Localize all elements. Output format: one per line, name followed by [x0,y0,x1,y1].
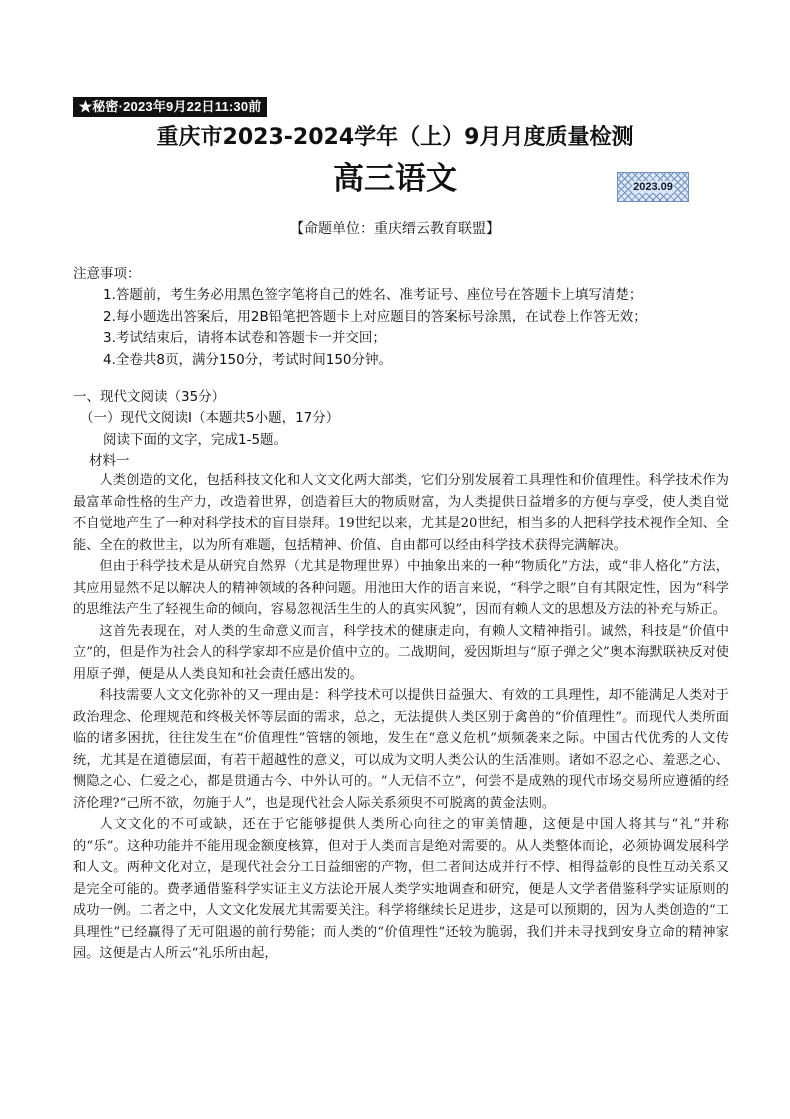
exam-title: 重庆市2023-2024学年（上）9月月度质量检测 [156,125,634,150]
section-title: 一、现代文阅读（35分） [73,389,226,405]
article-paragraph: 人文文化的不可或缺，还在于它能够提供人类所心向往之的审美情趣，这便是中国人将其与“礼”并称的“乐”。这种功能并不能用现金额度核算，但对于人类而言是绝对需要的。从人类整体而论，必须协调发展科学和人文。两种文化对立，是现代社会分工日益细密的产物，但二者间达成并行不悖、相得益彰的良性互动关系又是完全可能的。费孝通借鉴科学实证主义方法论开展人类学实地调查和研究，便是人文学者借鉴科学实证原则的成功一例。二者之中，人文文化发展尤其需要关注。科学将继续长足进步，这是可以预期的，因为人类创造的“工具理性”已经赢得了无可阻遏的前行势能；而人类的“价值理性”还较为脆弱，我们并未寻找到安身立命的精神家园。这便是古人所云“礼乐所由起， [73,817,729,961]
note-item: 3.考试结束后，请将本试卷和答题卡一并交回； [103,330,386,346]
notes-heading: 注意事项： [73,266,141,282]
article-paragraph: 人类创造的文化，包括科技文化和人文文化两大部类，它们分别发展着工具理性和价值理性。科学技术作为最富革命性格的生产力，改造着世界，创造着巨大的物质财富，为人类提供日益增多的方便与享受，使人类自觉不自觉地产生了一种对科学技术的盲目崇拜。19世纪以来，尤其是20世纪，相当多的人把科学技术视作全知、全能、全在的救世主，以为所有难题，包括精神、价值、自由都可以经由科学技术获得完满解决。 [73,473,729,553]
notes-list [73,285,733,371]
note-item: 4.全卷共8页，满分150分，考试时间150分钟。 [103,351,393,368]
confidential-badge: ★秘密·2023年9月22日11:30前 [73,97,267,117]
subject-title: 高三语文 [333,161,457,197]
issuer-line: 【命题单位：重庆缙云教育联盟】 [290,221,500,237]
subsection-title: （一）现代文阅读Ⅰ（本题共5小题，17分） [80,410,340,426]
date-stamp-text: 2023.09 [633,181,673,193]
article-paragraph: 但由于科学技术是从研究自然界（尤其是物理世界）中抽象出来的一种“物质化”方法，或“非人格化”方法，其应用显然不足以解决人的精神领域的各种问题。用池田大作的语言来说，“科学之眼”自有其限定性，因为“科学的思维法产生了轻视生命的倾向，容易忽视活生生的人的真实风貌”，因而有赖人文的思想及方法的补充与矫正。 [73,559,729,617]
article-body [73,470,729,965]
note-item: 1.答题前，考生务必用黑色签字笔将自己的姓名、准考证号、座位号在答题卡上填写清楚； [103,287,643,303]
notes-block [73,263,733,371]
article-paragraph: 科技需要人文文化弥补的又一理由是：科学技术可以提供日益强大、有效的工具理性，却不能满足人类对于政治理念、伦理规范和终极关怀等层面的需求，总之，无法提供人类区别于禽兽的“价值理性”。而现代人类所面临的诸多困扰，往往发生在“价值理性”管辖的领地，发生在“意义危机”烦频袭来之际。中国古代优秀的人文传统，尤其是在道德层面，有若干超越性的意义，可以成为文明人类公认的生活准则。诸如不忍之心、羞恶之心、恻隐之心、仁爱之心，都是贯通古今、中外认可的。“人无信不立”，何尝不是成熟的现代市场交易所应遵循的经济伦理?“己所不欲，勿施于人”，也是现代社会人际关系须臾不可脱离的黄金法则。 [73,688,729,811]
date-stamp [617,172,689,202]
reading-instruction: 阅读下面的文字，完成1-5题。 [103,432,288,448]
note-item: 2.每小题选出答案后，用2B铅笔把答题卡上对应题目的答案标号涂黑，在试卷上作答无效； [103,308,647,325]
article-paragraph: 这首先表现在，对人类的生命意义而言，科学技术的健康走向，有赖人文精神指引。诚然，科技是“价值中立”的，但是作为社会人的科学家却不应是价值中立的。二战期间，爱因斯坦与“原子弹之父”奥本海默联袂反对使用原子弹，便是从人类良知和社会责任感出发的。 [73,623,729,682]
material-label: 材料一 [89,453,130,469]
